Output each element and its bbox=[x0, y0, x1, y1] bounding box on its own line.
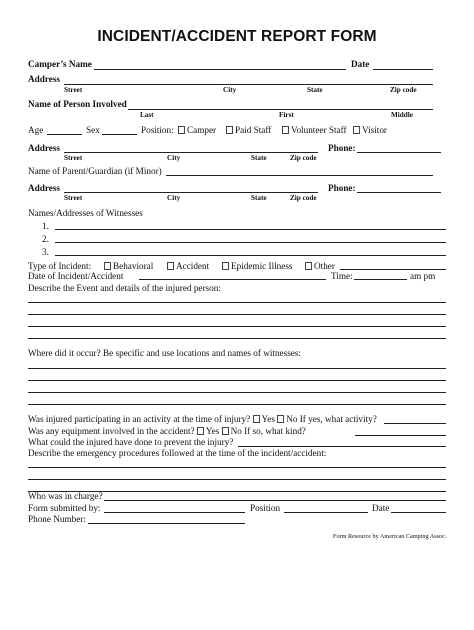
zip-code-caption-3: Zip code bbox=[290, 194, 317, 202]
form-resource-footer: Form Resource by American Camping Assoc. bbox=[333, 533, 447, 540]
age-label: Age bbox=[28, 125, 44, 135]
phone-number-label: Phone Number: bbox=[28, 514, 86, 524]
type-of-incident-label: Type of Incident: bbox=[28, 261, 92, 271]
checkbox-icon[interactable] bbox=[167, 262, 174, 270]
submitted-date-field[interactable] bbox=[391, 512, 446, 513]
form-title: INCIDENT/ACCIDENT REPORT FORM bbox=[97, 28, 377, 45]
position-field[interactable] bbox=[284, 512, 368, 513]
checkbox-icon[interactable] bbox=[197, 427, 204, 435]
witness-number: 3. bbox=[42, 247, 49, 257]
where-occur-label: Where did it occur? Be specific and use locations and names of witnesses: bbox=[28, 348, 301, 358]
checkbox-icon[interactable] bbox=[226, 126, 233, 134]
injured-activity-question: Was injured participating in an activity at the time of injury? Yes No If yes, what activity? bbox=[28, 414, 377, 424]
describe-event-line[interactable] bbox=[28, 338, 446, 339]
checkbox-icon[interactable] bbox=[253, 415, 260, 423]
last-caption: Last bbox=[140, 111, 154, 119]
form-submitted-by-field[interactable] bbox=[104, 512, 245, 513]
describe-event-line[interactable] bbox=[28, 302, 446, 303]
date-field[interactable] bbox=[373, 69, 433, 70]
where-occur-line[interactable] bbox=[28, 404, 446, 405]
witnesses-label: Names/Addresses of Witnesses bbox=[28, 208, 143, 218]
position-label: Position: bbox=[141, 125, 174, 135]
where-occur-line[interactable] bbox=[28, 368, 446, 369]
activity-field[interactable] bbox=[384, 423, 446, 424]
incident-type-accident[interactable]: Accident bbox=[167, 261, 209, 271]
first-caption: First bbox=[279, 111, 294, 119]
city-caption-3: City bbox=[167, 194, 181, 202]
form-submitted-by-label: Form submitted by: bbox=[28, 503, 101, 513]
incident-type-other[interactable]: Other bbox=[305, 261, 335, 271]
phone-field-2[interactable] bbox=[357, 192, 441, 193]
city-caption-2: City bbox=[167, 154, 181, 162]
am-pm-label: am pm bbox=[410, 271, 436, 281]
witness-field-2[interactable] bbox=[55, 242, 446, 243]
incident-other-field[interactable] bbox=[340, 269, 446, 270]
time-label: Time: bbox=[331, 271, 353, 281]
campers-name-field[interactable] bbox=[94, 69, 346, 70]
witness-field-3[interactable] bbox=[55, 255, 446, 256]
parent-guardian-label: Name of Parent/Guardian (if Minor) bbox=[28, 166, 162, 176]
where-occur-line[interactable] bbox=[28, 392, 446, 393]
street-caption-2: Street bbox=[64, 154, 83, 162]
describe-event-line[interactable] bbox=[28, 314, 446, 315]
person-involved-label: Name of Person Involved bbox=[28, 99, 127, 109]
witness-number: 2. bbox=[42, 234, 49, 244]
address-label: Address bbox=[28, 74, 60, 84]
phone-label: Phone: bbox=[328, 143, 356, 153]
age-field[interactable] bbox=[47, 134, 82, 135]
zip-code-caption-2: Zip code bbox=[290, 154, 317, 162]
incident-type-behavioral[interactable]: Behavioral bbox=[104, 261, 153, 271]
address-label-2: Address bbox=[28, 143, 60, 153]
address-field-2[interactable] bbox=[64, 152, 318, 153]
date-of-incident-field[interactable] bbox=[139, 279, 326, 280]
checkbox-icon[interactable] bbox=[277, 415, 284, 423]
describe-event-line[interactable] bbox=[28, 326, 446, 327]
position-field-label: Position bbox=[250, 503, 281, 513]
emergency-procedures-line[interactable] bbox=[28, 467, 446, 468]
address-label-3: Address bbox=[28, 183, 60, 193]
emergency-procedures-label: Describe the emergency procedures followed at the time of the incident/accident: bbox=[28, 448, 327, 458]
sex-label: Sex bbox=[86, 125, 100, 135]
time-field[interactable] bbox=[354, 279, 407, 280]
checkbox-icon[interactable] bbox=[222, 427, 229, 435]
middle-caption: Middle bbox=[391, 111, 413, 119]
state-caption: State bbox=[307, 86, 323, 94]
date-of-incident-label: Date of Incident/Accident bbox=[28, 271, 124, 281]
date-label: Date bbox=[351, 59, 370, 69]
checkbox-icon[interactable] bbox=[282, 126, 289, 134]
phone-number-field[interactable] bbox=[88, 523, 245, 524]
checkbox-icon[interactable] bbox=[104, 262, 111, 270]
checkbox-icon[interactable] bbox=[178, 126, 185, 134]
parent-guardian-field[interactable] bbox=[166, 175, 433, 176]
checkbox-icon[interactable] bbox=[305, 262, 312, 270]
phone-field[interactable] bbox=[357, 152, 441, 153]
witness-number: 1. bbox=[42, 221, 49, 231]
position-option-paid-staff[interactable]: Paid Staff bbox=[226, 125, 271, 135]
state-caption-3: State bbox=[251, 194, 267, 202]
equipment-question: Was any equipment involved in the accident? Yes No If so, what kind? bbox=[28, 426, 306, 436]
phone-label-2: Phone: bbox=[328, 183, 356, 193]
prevent-injury-field[interactable] bbox=[238, 446, 446, 447]
witness-field-1[interactable] bbox=[55, 229, 446, 230]
prevent-injury-label: What could the injured have done to prevent the injury? bbox=[28, 437, 234, 447]
date-field-label: Date bbox=[372, 503, 390, 513]
street-caption: Street bbox=[64, 86, 83, 94]
incident-type-epidemic-illness[interactable]: Epidemic Illness bbox=[222, 261, 293, 271]
person-involved-field[interactable] bbox=[128, 109, 433, 110]
city-caption: City bbox=[223, 86, 237, 94]
position-option-visitor[interactable]: Visitor bbox=[353, 125, 387, 135]
checkbox-icon[interactable] bbox=[353, 126, 360, 134]
who-in-charge-label: Who was in charge? bbox=[28, 491, 103, 501]
address-field-3[interactable] bbox=[64, 192, 318, 193]
state-caption-2: State bbox=[251, 154, 267, 162]
where-occur-line[interactable] bbox=[28, 380, 446, 381]
sex-field[interactable] bbox=[102, 134, 137, 135]
zip-code-caption: Zip code bbox=[390, 86, 417, 94]
street-caption-3: Street bbox=[64, 194, 83, 202]
campers-name-label: Camper’s Name bbox=[28, 59, 92, 69]
address-field[interactable] bbox=[64, 84, 433, 85]
who-in-charge-field[interactable] bbox=[104, 500, 446, 501]
describe-event-label: Describe the Event and details of the injured person: bbox=[28, 283, 221, 293]
equipment-field[interactable] bbox=[355, 435, 446, 436]
emergency-procedures-line[interactable] bbox=[28, 479, 446, 480]
position-option-camper[interactable]: Camper bbox=[178, 125, 216, 135]
checkbox-icon[interactable] bbox=[222, 262, 229, 270]
position-option-volunteer-staff[interactable]: Volunteer Staff bbox=[282, 125, 347, 135]
